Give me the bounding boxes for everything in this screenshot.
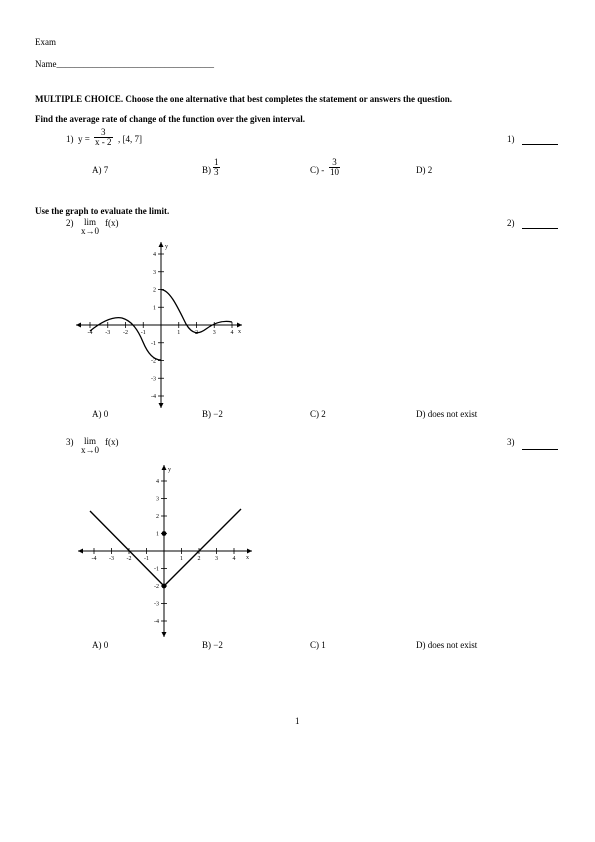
- q3-number: 3): [66, 437, 74, 447]
- q3-x-tick-label: -2: [126, 556, 132, 562]
- q2-x-tick-label: -4: [87, 330, 93, 336]
- q2-x-tick-label: 2: [195, 330, 198, 336]
- q1-choice-b-fraction: [213, 158, 220, 177]
- q2-function: f(x): [105, 218, 119, 228]
- q3-answer-blank[interactable]: [522, 449, 558, 450]
- q2-lim-sub: x→0: [81, 226, 99, 236]
- q2-x-tick-label: 3: [212, 330, 216, 336]
- q2-y-tick-label: 4: [153, 252, 156, 258]
- q3-y-axis-label: y: [168, 467, 171, 473]
- q2-choice-a[interactable]: A) 0: [92, 409, 109, 419]
- q3-x-arrow-left: [78, 549, 83, 554]
- q3-y-tick-label: 1: [156, 531, 159, 538]
- q3-x-tick-label: -3: [109, 556, 114, 562]
- q2-x-tick-label: -2: [123, 330, 128, 336]
- q2-y-tick-label: -1: [151, 340, 156, 347]
- q1-answer-blank[interactable]: [522, 144, 558, 145]
- q3-x-tick-label: 3: [215, 556, 218, 562]
- instructions-main: MULTIPLE CHOICE. Choose the one alternative that best completes the statement or answers the question.: [35, 94, 452, 104]
- q3-y-tick-label: -1: [154, 566, 159, 573]
- q3-y-tick-label: -3: [154, 601, 159, 608]
- q2-choice-b[interactable]: B) −2: [202, 409, 223, 419]
- page-number: 1: [295, 716, 300, 726]
- instructions-section1: Find the average rate of change of the function over the given interval.: [35, 114, 306, 124]
- q3-lim-word: lim: [83, 436, 96, 446]
- q2-y-tick-label: -4: [151, 394, 156, 400]
- q2-y-tick-label: -2: [151, 358, 156, 365]
- q2-choice-d[interactable]: D) does not exist: [416, 409, 478, 419]
- q2-limit: [81, 218, 99, 236]
- q1-choice-b-label: B): [202, 165, 211, 175]
- q1-denominator: x - 2: [95, 137, 112, 147]
- q2-answer-number: 2): [507, 218, 515, 228]
- q2-y-arrow-up: [159, 242, 164, 247]
- q3-x-tick-label: 2: [197, 556, 201, 562]
- q1-interval: , [4, 7]: [118, 134, 142, 144]
- exam-title: Exam: [35, 37, 56, 47]
- q3-function: f(x): [105, 437, 119, 447]
- q3-x-tick-label: -4: [91, 556, 97, 562]
- q3-choice-b[interactable]: B) −2: [202, 640, 223, 650]
- q1-choice-c-label: C) -: [310, 165, 325, 175]
- q3-graph: [74, 461, 256, 641]
- q2-answer-blank[interactable]: [522, 228, 558, 229]
- q2-x-axis-label: x: [238, 329, 241, 335]
- q1-choice-c-num: 3: [329, 158, 340, 168]
- q3-y-tick-label: -2: [154, 584, 159, 590]
- q2-y-tick-label: -3: [151, 376, 156, 383]
- q3-choice-a[interactable]: A) 0: [92, 640, 109, 650]
- q1-number: 1): [66, 134, 74, 144]
- q2-x-tick-label: 4: [230, 330, 234, 336]
- q3-x-tick-label: 1: [180, 556, 183, 562]
- q2-y-tick-label: 3: [153, 269, 156, 276]
- q2-number: 2): [66, 218, 74, 228]
- q3-y-tick-label: 2: [156, 514, 159, 520]
- q2-x-tick-label: -1: [140, 330, 146, 336]
- q1-choice-b-num: 1: [214, 157, 219, 167]
- q1-fraction: [94, 128, 113, 147]
- q1-prefix: y =: [78, 134, 90, 144]
- q3-y-tick-label: 3: [156, 496, 159, 503]
- q2-y-axis-label: y: [165, 244, 168, 250]
- q3-choice-d[interactable]: D) does not exist: [416, 640, 478, 650]
- instructions-section2: Use the graph to evaluate the limit.: [35, 206, 170, 216]
- q2-graph: [70, 238, 250, 412]
- q2-y-arrow-down: [159, 403, 164, 408]
- q3-point-f0: [162, 531, 167, 536]
- q3-x-tick-label: -1: [144, 556, 149, 562]
- q3-y-tick-label: 4: [156, 479, 159, 485]
- q3-function-v: [90, 509, 241, 586]
- q1-choice-b-den: 3: [214, 167, 219, 177]
- q3-lim-sub: x→0: [81, 445, 99, 455]
- q1-answer-number: 1): [507, 134, 515, 144]
- q1-numerator: 3: [94, 128, 113, 138]
- q3-choice-c[interactable]: C) 1: [310, 640, 326, 650]
- q2-choice-c[interactable]: C) 2: [310, 409, 326, 419]
- q3-y-arrow-down: [162, 632, 167, 637]
- q1-choice-a[interactable]: A) 7: [92, 165, 109, 175]
- q3-answer-number: 3): [507, 437, 515, 447]
- q3-y-arrow-up: [162, 465, 167, 470]
- q2-x-tick-label: -3: [105, 330, 111, 336]
- q3-x-axis-label: x: [246, 555, 249, 561]
- q3-y-tick-label: -4: [154, 619, 159, 625]
- q3-limit: [81, 437, 99, 455]
- q2-x-arrow-left: [76, 323, 81, 328]
- q2-x-tick-label: 1: [177, 330, 181, 336]
- q2-y-tick-label: 2: [153, 287, 156, 294]
- q1-choice-d[interactable]: D) 2: [416, 165, 433, 175]
- q3-x-tick-label: 4: [232, 556, 236, 562]
- q2-x-arrow-right: [237, 323, 242, 328]
- q3-x-arrow-right: [247, 549, 252, 554]
- q2-lim-word: lim: [83, 217, 96, 227]
- name-field[interactable]: Name___________________________________: [35, 59, 214, 69]
- q2-y-tick-label: 1: [153, 305, 156, 312]
- q3-point-v-vertex: [162, 584, 167, 589]
- q1-choice-c-fraction: [329, 158, 340, 177]
- q1-choice-c-den: 10: [330, 167, 339, 177]
